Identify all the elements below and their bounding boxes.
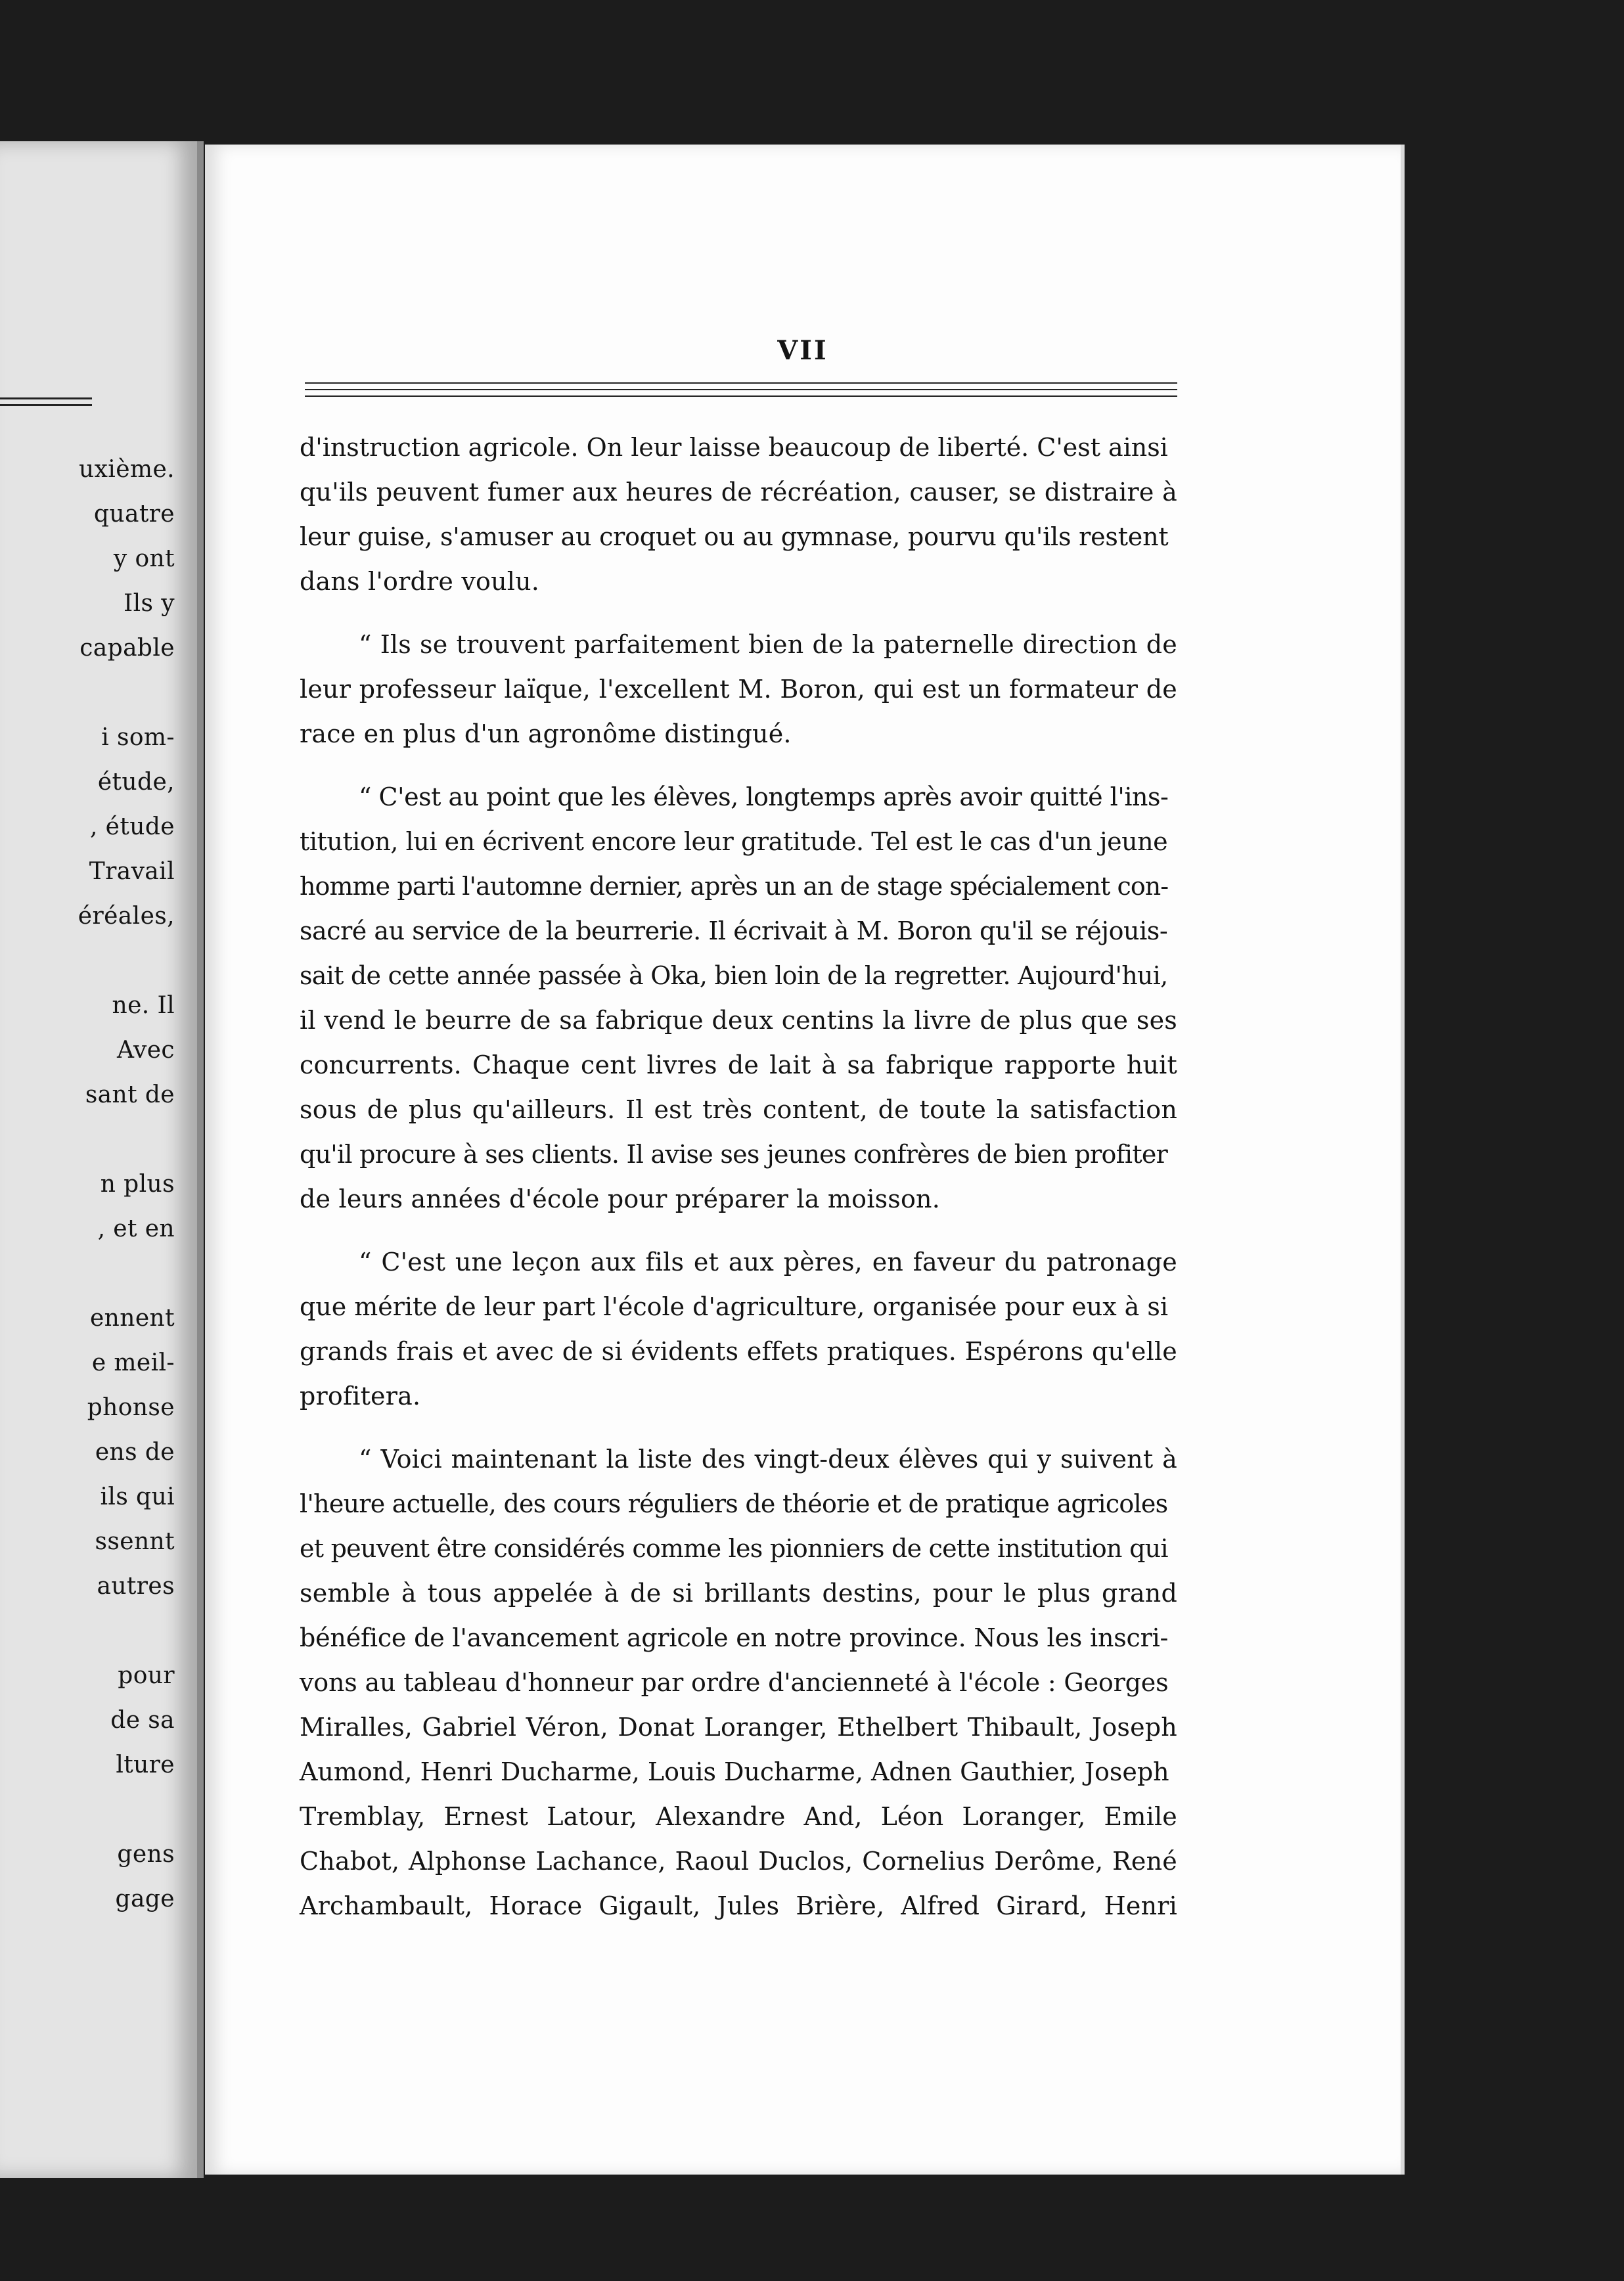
left-text-line: phonse: [87, 1394, 175, 1421]
body-line: qu'ils peuvent fumer aux heures de récréation, causer, se distraire à: [300, 478, 1177, 507]
left-text-line: y ont: [113, 545, 175, 572]
header-rule: [305, 395, 1177, 397]
body-line: bénéfice de l'avancement agricole en notre province. Nous les inscri-: [300, 1623, 1169, 1652]
body-line: profitera.: [300, 1382, 421, 1411]
body-line: race en plus d'un agronôme distingué.: [300, 719, 792, 748]
left-header-rule: [0, 397, 92, 399]
left-text-line: étude,: [97, 769, 175, 796]
body-line: titution, lui en écrivent encore leur gratitude. Tel est le cas d'un jeune: [300, 827, 1168, 856]
left-text-line: capable: [79, 635, 175, 662]
left-text-line: Avec: [117, 1037, 175, 1064]
left-text-line: quatre: [93, 501, 175, 528]
left-text-line: éréales,: [78, 903, 175, 930]
body-line: “ Voici maintenant la liste des vingt-deux élèves qui y suivent à: [359, 1445, 1177, 1474]
body-line: que mérite de leur part l'école d'agriculture, organisée pour eux à si: [300, 1292, 1168, 1321]
body-line: leur guise, s'amuser au croquet ou au gymnase, pourvu qu'ils restent: [300, 522, 1169, 551]
body-line: dans l'ordre voulu.: [300, 567, 540, 596]
left-text-line: ennent: [89, 1305, 175, 1332]
left-text-line: ne. Il: [112, 992, 175, 1019]
body-line: semble à tous appelée à de si brillants destins, pour le plus grand: [300, 1579, 1177, 1608]
left-text-line: Travail: [89, 858, 175, 885]
left-text-line: ssennt: [95, 1528, 175, 1555]
left-text-line: gage: [115, 1886, 175, 1912]
body-line: Miralles, Gabriel Véron, Donat Loranger, Ethelbert Thibault, Joseph: [300, 1713, 1177, 1742]
body-line: de leurs années d'école pour préparer la moisson.: [300, 1185, 941, 1213]
left-text-line: pour: [118, 1662, 175, 1689]
body-line: homme parti l'automne dernier, après un an de stage spécialement con-: [300, 872, 1169, 901]
body-line: et peuvent être considérés comme les pionniers de cette institution qui: [300, 1534, 1168, 1563]
left-text-line: , étude: [90, 813, 175, 840]
body-line: leur professeur laïque, l'excellent M. Boron, qui est un formateur de: [300, 675, 1177, 704]
page-number: VII: [777, 335, 828, 366]
left-text-line: sant de: [85, 1081, 175, 1108]
body-line: grands frais et avec de si évidents effets pratiques. Espérons qu'elle: [300, 1337, 1177, 1366]
left-page: [0, 141, 204, 2178]
left-text-line: gens: [117, 1841, 175, 1868]
left-text-line: autres: [97, 1573, 175, 1600]
right-page: [205, 145, 1401, 2175]
left-text-line: lture: [116, 1751, 175, 1778]
body-line: “ Ils se trouvent parfaitement bien de la paternelle direction de: [359, 630, 1177, 659]
body-line: d'instruction agricole. On leur laisse beaucoup de liberté. C'est ainsi: [300, 433, 1168, 462]
left-text-line: ens de: [95, 1439, 175, 1466]
left-text-line: , et en: [97, 1215, 175, 1242]
body-line: concurrents. Chaque cent livres de lait à sa fabrique rapporte huit: [300, 1050, 1177, 1079]
left-text-line: Ils y: [124, 590, 175, 617]
left-text-line: ils qui: [100, 1483, 175, 1510]
body-line: l'heure actuelle, des cours réguliers de théorie et de pratique agricoles: [300, 1489, 1168, 1518]
left-text-line: i som-: [101, 724, 175, 751]
left-text-line: de sa: [110, 1707, 175, 1734]
body-line: Archambault, Horace Gigault, Jules Brière, Alfred Girard, Henri: [300, 1891, 1177, 1920]
body-line: Tremblay, Ernest Latour, Alexandre And, Léon Loranger, Emile: [300, 1802, 1177, 1831]
body-line: Chabot, Alphonse Lachance, Raoul Duclos, Cornelius Derôme, René: [300, 1847, 1177, 1876]
left-text-line: uxième.: [79, 456, 175, 483]
left-header-rule: [0, 404, 92, 406]
body-line: qu'il procure à ses clients. Il avise ses jeunes confrères de bien profiter: [300, 1140, 1167, 1169]
left-text-line: e meil-: [91, 1349, 175, 1376]
header-rule: [305, 389, 1177, 390]
body-line: “ C'est une leçon aux fils et aux pères, en faveur du patronage: [359, 1248, 1177, 1276]
header-rule: [305, 382, 1177, 384]
body-line: vons au tableau d'honneur par ordre d'ancienneté à l'école : Georges: [300, 1668, 1169, 1697]
body-line: sait de cette année passée à Oka, bien loin de la regretter. Aujourd'hui,: [300, 961, 1168, 990]
body-line: sacré au service de la beurrerie. Il écrivait à M. Boron qu'il se réjouis-: [300, 916, 1168, 945]
body-line: “ C'est au point que les élèves, longtemps après avoir quitté l'ins-: [359, 782, 1169, 811]
body-line: il vend le beurre de sa fabrique deux centins la livre de plus que ses: [300, 1006, 1177, 1035]
left-text-line: n plus: [100, 1171, 175, 1198]
body-line: sous de plus qu'ailleurs. Il est très content, de toute la satisfaction: [300, 1095, 1177, 1124]
body-line: Aumond, Henri Ducharme, Louis Ducharme, Adnen Gauthier, Joseph: [300, 1757, 1169, 1786]
